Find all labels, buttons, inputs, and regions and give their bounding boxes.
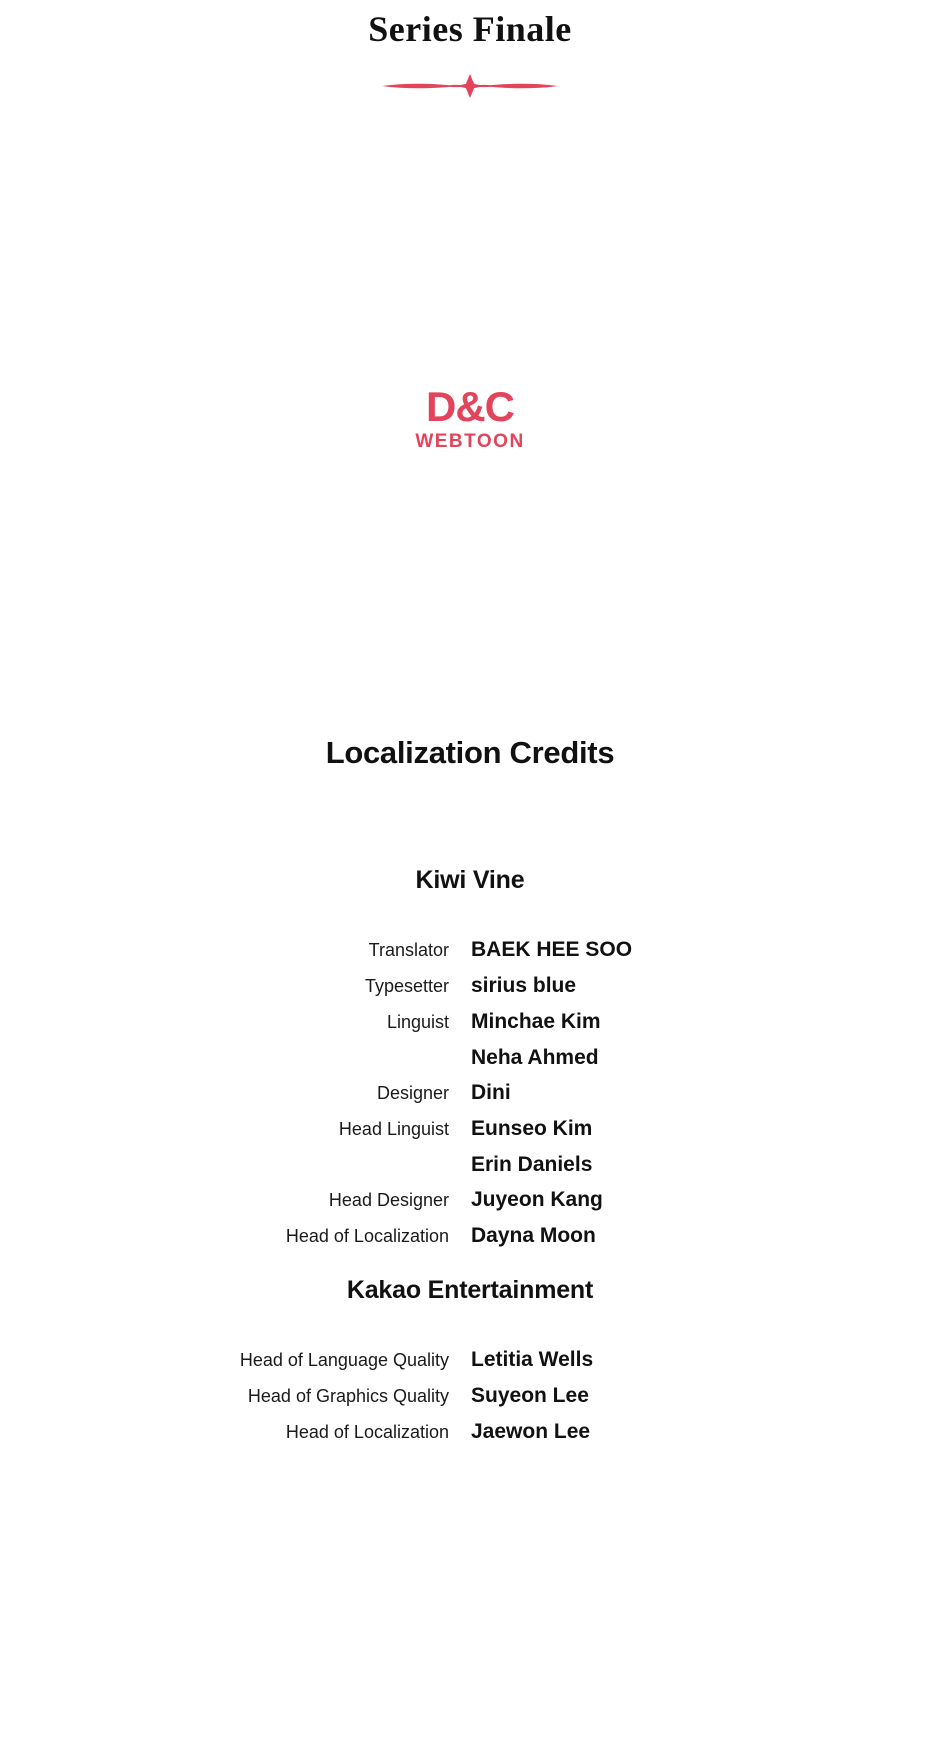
credit-name: Dini: [471, 1081, 511, 1104]
credit-name: Dayna Moon: [471, 1224, 596, 1247]
credit-row: [0, 1112, 940, 1146]
credit-name: Erin Daniels: [471, 1153, 593, 1176]
credit-role: Head of Localization: [285, 1226, 449, 1246]
credit-row: [0, 1219, 940, 1253]
credit-row: [0, 1076, 940, 1110]
credit-rows: [0, 1343, 940, 1449]
credit-role: Typesetter: [364, 976, 449, 996]
credit-section-kiwi-vine: [0, 866, 940, 1255]
diamond-flourish-divider-icon: [0, 72, 940, 100]
credit-row: [0, 933, 940, 967]
credit-role: Head of Graphics Quality: [247, 1386, 449, 1406]
logo-main-text: D&C: [426, 383, 514, 430]
credit-role: Linguist: [386, 1012, 449, 1032]
credit-row: [0, 1379, 940, 1413]
credit-row: [0, 1183, 940, 1217]
credit-name: Letitia Wells: [471, 1348, 594, 1371]
credit-role: Head Designer: [328, 1190, 449, 1210]
credit-role: Head of Localization: [285, 1422, 449, 1442]
credit-name: Neha Ahmed: [471, 1046, 599, 1069]
credit-role: Head Linguist: [338, 1119, 449, 1139]
credit-name: sirius blue: [471, 974, 577, 997]
logo-sub-text: WEBTOON: [415, 431, 525, 452]
credit-role: Translator: [368, 940, 449, 960]
credit-row: [0, 1148, 940, 1181]
credit-rows: [0, 933, 940, 1253]
credit-name: Suyeon Lee: [471, 1384, 589, 1407]
dnc-webtoon-logo: [0, 383, 940, 452]
credit-name: Eunseo Kim: [471, 1117, 593, 1140]
credit-name: Minchae Kim: [471, 1010, 601, 1033]
credit-row: [0, 1415, 940, 1449]
credit-row: [0, 1005, 940, 1039]
credit-role: Designer: [376, 1083, 449, 1103]
credit-row: [0, 1343, 940, 1377]
credit-row: [0, 1041, 940, 1074]
credit-role: Head of Language Quality: [239, 1350, 449, 1370]
credit-section-title: Kakao Entertainment: [346, 1276, 594, 1304]
credit-section-title: Kiwi Vine: [415, 866, 525, 894]
credit-row: [0, 969, 940, 1003]
credit-section-kakao-entertainment: [0, 1276, 940, 1451]
credit-name: BAEK HEE SOO: [471, 938, 633, 961]
credit-name: Juyeon Kang: [471, 1188, 603, 1211]
series-finale-title: Series Finale: [368, 9, 572, 49]
localization-credits-heading: Localization Credits: [325, 735, 615, 770]
credit-name: Jaewon Lee: [471, 1420, 591, 1443]
